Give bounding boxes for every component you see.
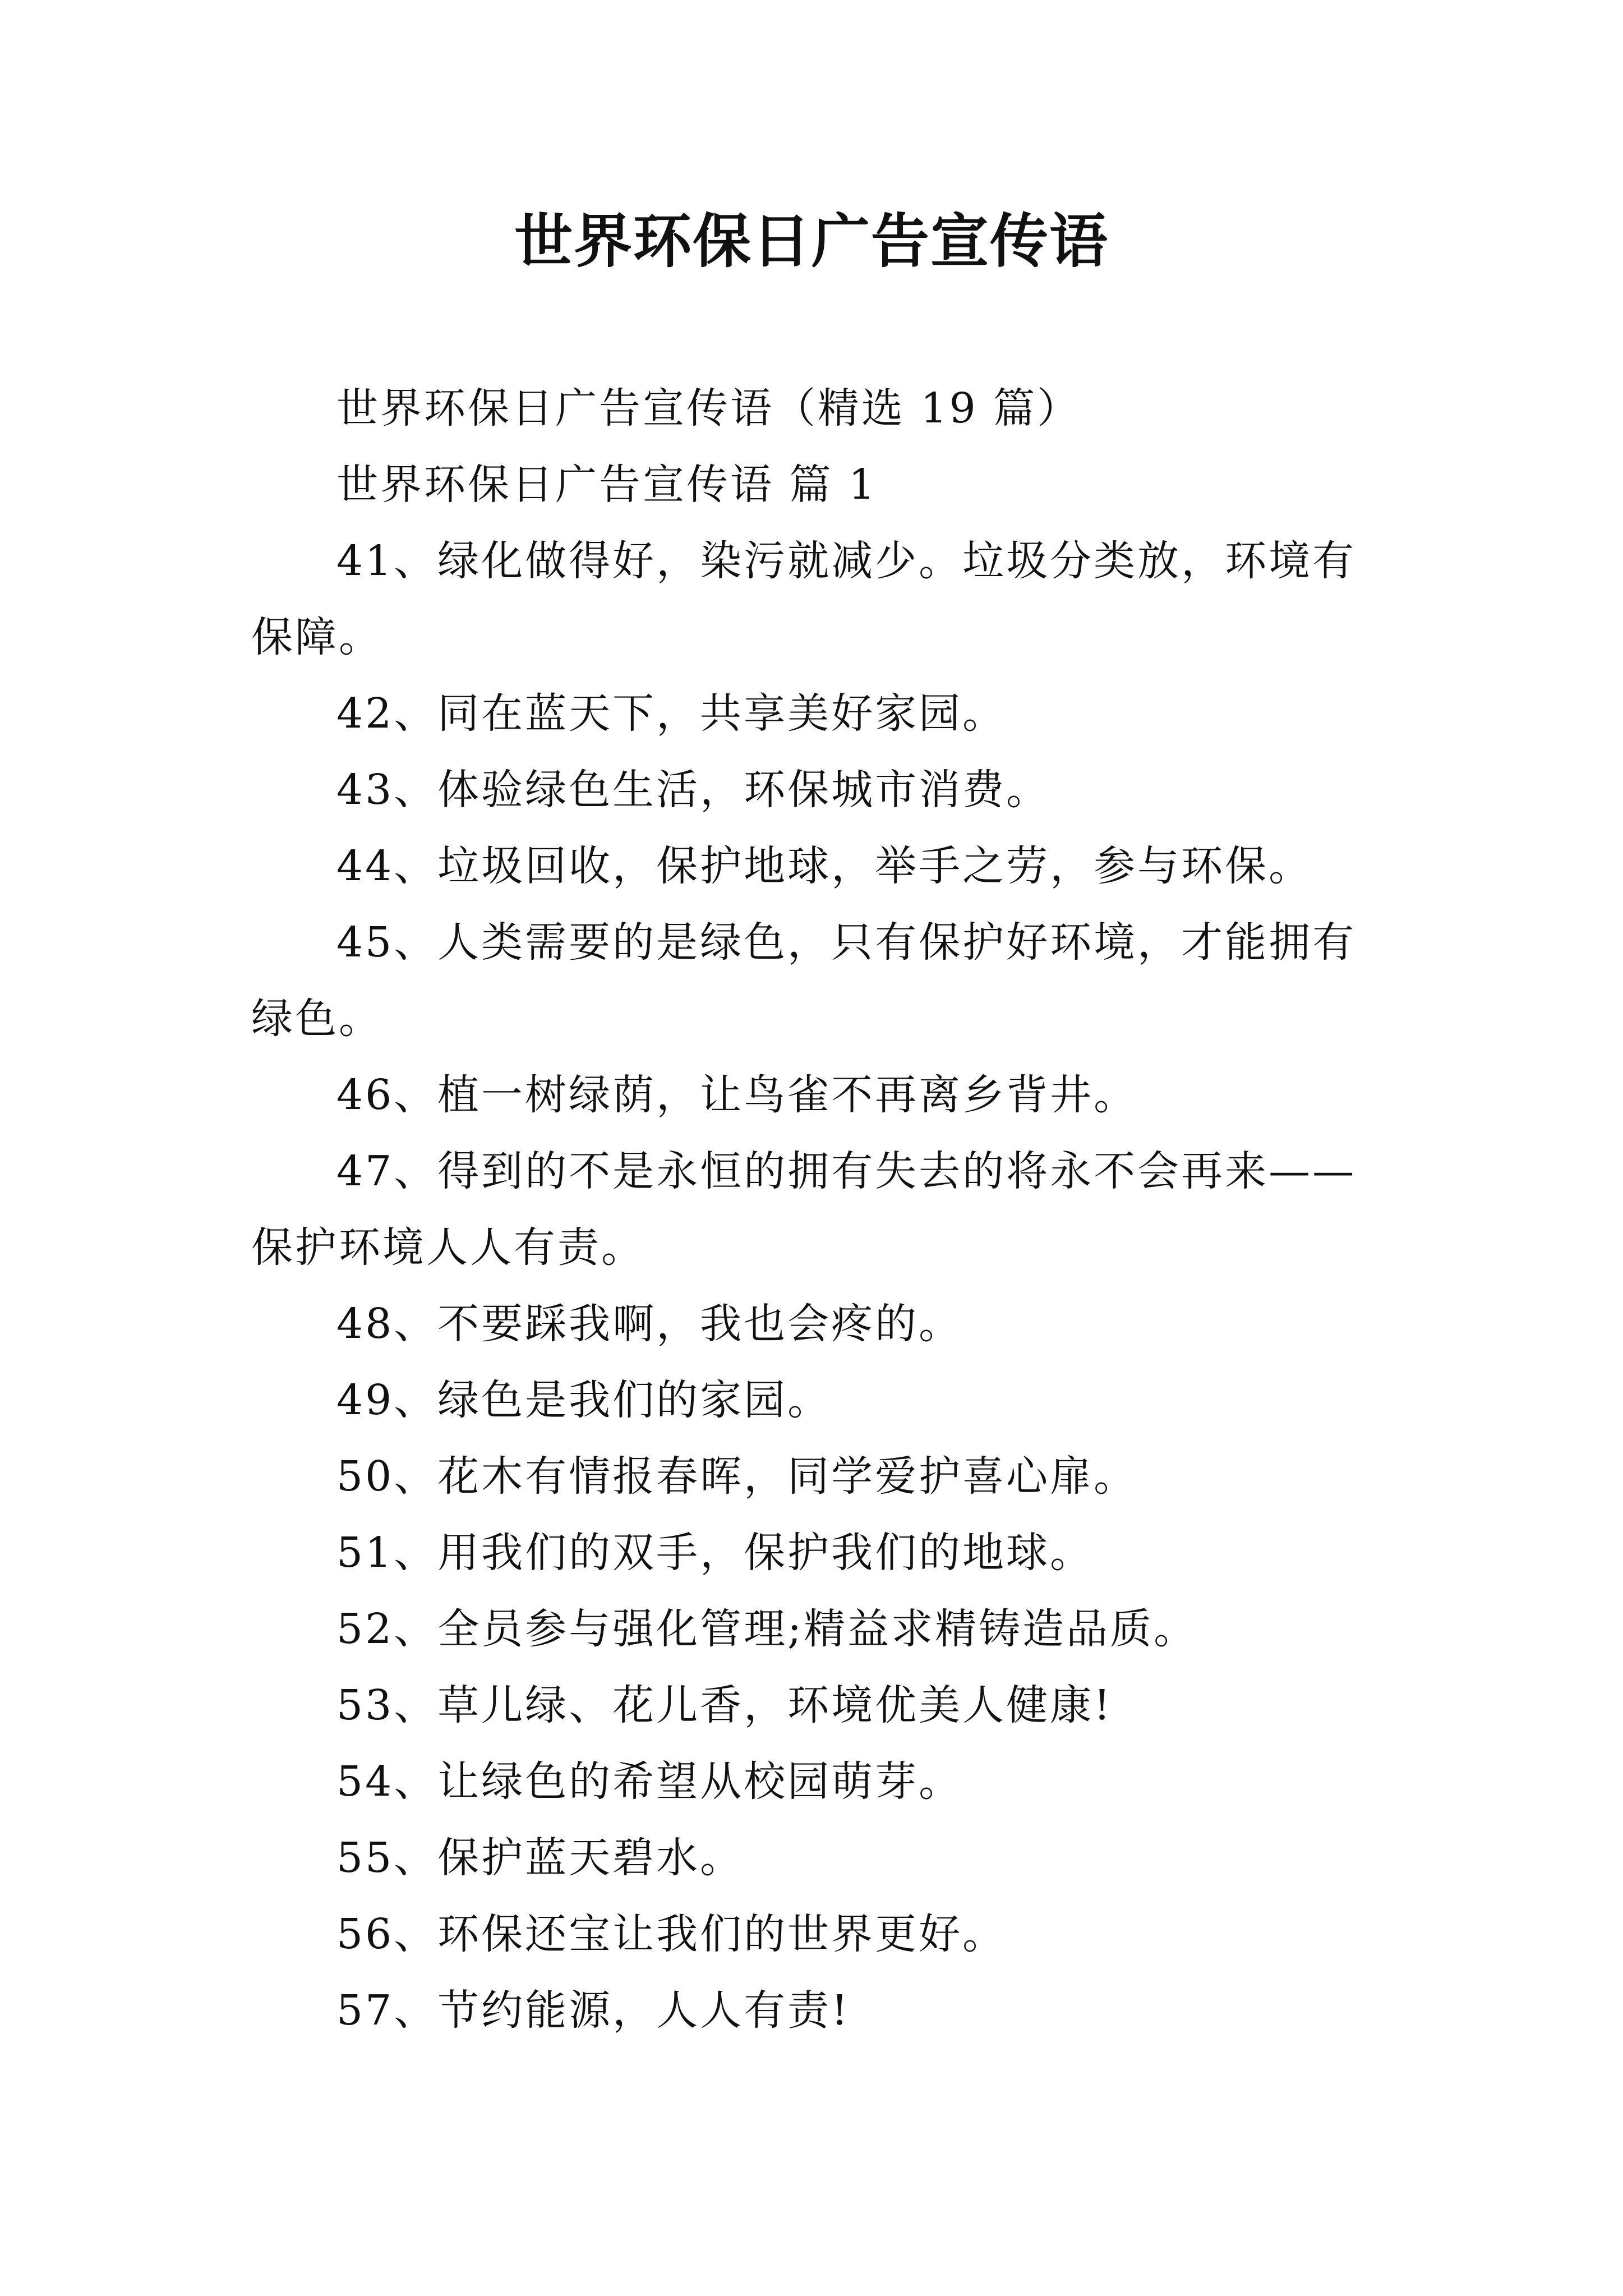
paragraph-slogan-51: 51、用我们的双手，保护我们的地球。 [336,1529,1094,1577]
paragraph-slogan-57: 57、节约能源，人人有责! [336,1986,850,2035]
paragraph-slogan-55: 55、保护蓝天碧水。 [336,1834,744,1882]
paragraph-slogan-45: 45、人类需要的是绿色，只有保护好环境，才能拥有绿色。 [251,918,1357,1043]
paragraph-slogan-56: 56、环保还宝让我们的世界更好。 [336,1910,1007,1958]
paragraph-slogan-42: 42、同在蓝天下，共享美好家园。 [336,689,1007,738]
paragraph-slogan-50: 50、花木有情报春晖，同学爱护喜心扉。 [336,1452,1138,1501]
paragraph-slogan-48: 48、不要踩我啊，我也会疼的。 [336,1300,963,1348]
paragraph-slogan-52: 52、全员参与强化管理;精益求精铸造品质。 [336,1605,1198,1653]
paragraph-slogan-44: 44、垃圾回收，保护地球，举手之劳，参与环保。 [336,842,1313,890]
paragraph-slogan-46: 46、植一树绿荫，让鸟雀不再离乡背井。 [336,1071,1138,1119]
document-body [251,370,1384,2049]
paragraph-slogan-53: 53、草儿绿、花儿香，环境优美人健康! [336,1681,1113,1729]
document-title: 世界环保日广告宣传语 [514,206,1109,275]
paragraph-section-heading: 世界环保日广告宣传语 篇 1 [336,461,878,509]
paragraph-slogan-41: 41、绿化做得好，染污就减少。垃圾分类放，环境有保障。 [251,537,1357,661]
paragraph-slogan-47: 47、得到的不是永恒的拥有失去的将永不会再来——保护环境人人有责。 [251,1147,1357,1272]
paragraph-subtitle: 世界环保日广告宣传语（精选 19 篇） [336,384,1081,432]
paragraph-slogan-54: 54、让绿色的希望从校园萌芽。 [336,1757,963,1806]
paragraph-slogan-49: 49、绿色是我们的家园。 [336,1376,832,1424]
paragraph-slogan-43: 43、体验绿色生活，环保城市消费。 [336,766,1050,814]
